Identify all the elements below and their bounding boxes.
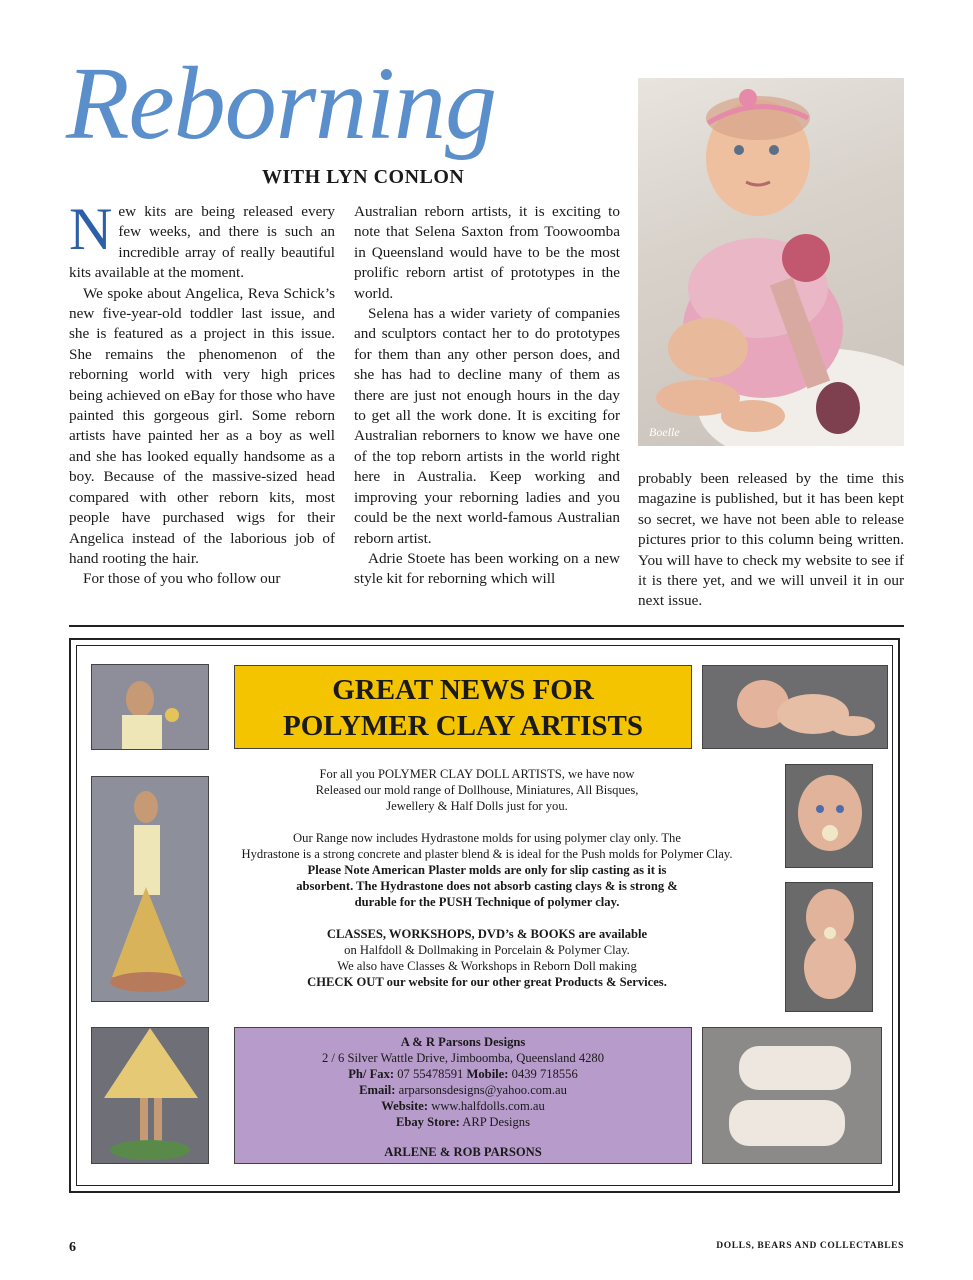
email-line	[235, 1082, 691, 1098]
paragraph: Australian reborn artists, it is exciting to note that Selena Saxton from Toowoomba in Queensland would have to be the most prolific reborn artist of prototypes in the world.	[354, 203, 620, 302]
paragraph: probably been released by the time this magazine is published, but it has been kept so secret, we have not been able to release pictures prior to this column being written. You will have to check my website to see if it is there yet, and we will unveil it in our next issue.	[638, 470, 904, 610]
ad-headline-box	[234, 665, 692, 749]
ad-text-line: CLASSES, WORKSHOPS, DVD’s & BOOKS are available	[326, 927, 648, 941]
company-address: 2 / 6 Silver Wattle Drive, Jimboomba, Queensland 4280	[321, 1051, 605, 1065]
half-doll-skirt-photo	[91, 1027, 209, 1164]
website-line	[235, 1098, 691, 1114]
page-number: 6	[69, 1240, 76, 1255]
owner-names: ARLENE & ROB PARSONS	[384, 1145, 542, 1159]
photo-caption: Boelle	[649, 425, 680, 439]
ad-text-line: For all you POLYMER CLAY DOLL ARTISTS, we have now	[319, 767, 635, 781]
phone-number: 07 55478591	[397, 1067, 464, 1081]
baby-doll-lying-photo	[702, 665, 888, 749]
website-label: Website:	[381, 1099, 429, 1113]
ebay-store: ARP Designs	[462, 1115, 531, 1129]
author-byline: WITH LYN CONLON	[262, 166, 465, 188]
ebay-line	[235, 1114, 691, 1130]
doll-illustration	[638, 78, 904, 446]
mobile-number: 0439 718556	[511, 1067, 578, 1081]
paragraph: For those of you who follow our	[83, 570, 281, 588]
ad-intro	[197, 766, 757, 814]
baby-doll-standing-photo	[785, 882, 873, 1012]
ad-range-info	[207, 830, 767, 910]
paragraph: We spoke about Angelica, Reva Schick’s new five-year-old toddler last issue, and she is featured as a project in this issue. She remains the phenomenon of the reborning world with very high prices being achieved on eBay for those who have painted this gorgeous girl. Some reborn artists have painted her as a boy as well and she has looked equally handsome as a boy. Because of the massive-sized head compared with other reborn kits, most people have purchased wigs for their Angelica instead of the laborious job of hand rooting the hair.	[69, 284, 335, 567]
company-name: A & R Parsons Designs	[400, 1035, 526, 1049]
paragraph: Adrie Stoete has been working on a new style kit for reborning which will	[354, 549, 620, 588]
contact-box	[234, 1027, 692, 1164]
article-title: Reborning	[66, 46, 497, 161]
email-address[interactable]: arparsonsdesigns@yahoo.com.au	[398, 1083, 567, 1097]
ad-text-line: CHECK OUT our website for our other great Products & Services.	[307, 975, 667, 989]
ad-text-line: Jewellery & Half Dolls just for you.	[386, 799, 568, 813]
ad-text-line: Hydrastone is a strong concrete and plaster blend & is ideal for the Push molds for Polymer Clay.	[241, 847, 733, 861]
ad-headline-line-2: POLYMER CLAY ARTISTS	[283, 710, 643, 742]
ad-inner-border	[76, 645, 893, 1186]
ad-text-line: We also have Classes & Workshops in Reborn Doll making	[337, 959, 637, 973]
baby-doll-face-photo	[785, 764, 873, 868]
ad-text-line: durable for the PUSH Technique of polymer clay.	[354, 895, 620, 909]
mobile-label: Mobile:	[466, 1067, 509, 1081]
push-mold-photo	[702, 1027, 882, 1164]
doll-photo	[638, 78, 904, 446]
article-column-2	[354, 202, 620, 590]
ad-classes-info	[207, 926, 767, 990]
article-column-1	[69, 196, 335, 590]
phone-line	[235, 1066, 691, 1082]
ad-headline-line-1: GREAT NEWS FOR	[332, 674, 594, 706]
advertisement	[69, 638, 900, 1193]
ad-text-line: on Halfdoll & Dollmaking in Porcelain & Polymer Clay.	[344, 943, 630, 957]
website-link[interactable]: www.halfdolls.com.au	[431, 1099, 545, 1113]
section-divider	[69, 625, 904, 627]
half-doll-photo	[91, 664, 209, 750]
ebay-label: Ebay Store:	[395, 1115, 460, 1129]
half-doll-full-photo	[91, 776, 209, 1002]
phone-label: Ph/ Fax:	[348, 1067, 395, 1081]
ad-text-line: absorbent. The Hydrastone does not absorb casting clays & is strong &	[296, 879, 678, 893]
email-label: Email:	[359, 1083, 396, 1097]
article-column-3	[638, 469, 904, 612]
ad-text-line: Released our mold range of Dollhouse, Miniatures, All Bisques,	[315, 783, 639, 797]
ad-text-line: Our Range now includes Hydrastone molds for using polymer clay only. The	[293, 831, 681, 845]
ad-text-line: Please Note American Plaster molds are only for slip casting as it is	[307, 863, 667, 877]
paragraph	[69, 196, 335, 284]
paragraph-text: ew kits are being released every few weeks, and there is such an incredible array of really beautiful kits available at the moment.	[69, 203, 335, 282]
paragraph: Selena has a wider variety of companies and sculptors contact her to do prototypes for them than any other person does, and she has had to decline many of them as there are just not enough hours in the day to get all the work done. It is exciting for Australian reborners to know we have one of the top reborn artists in the world right here in Australia. Keep working and improving your reborning ladies and you could be the next world-famous Australian reborn artist.	[354, 305, 620, 547]
publication-name: DOLLS, BEARS AND COLLECTABLES	[716, 1241, 904, 1251]
drop-cap: N	[69, 196, 113, 262]
